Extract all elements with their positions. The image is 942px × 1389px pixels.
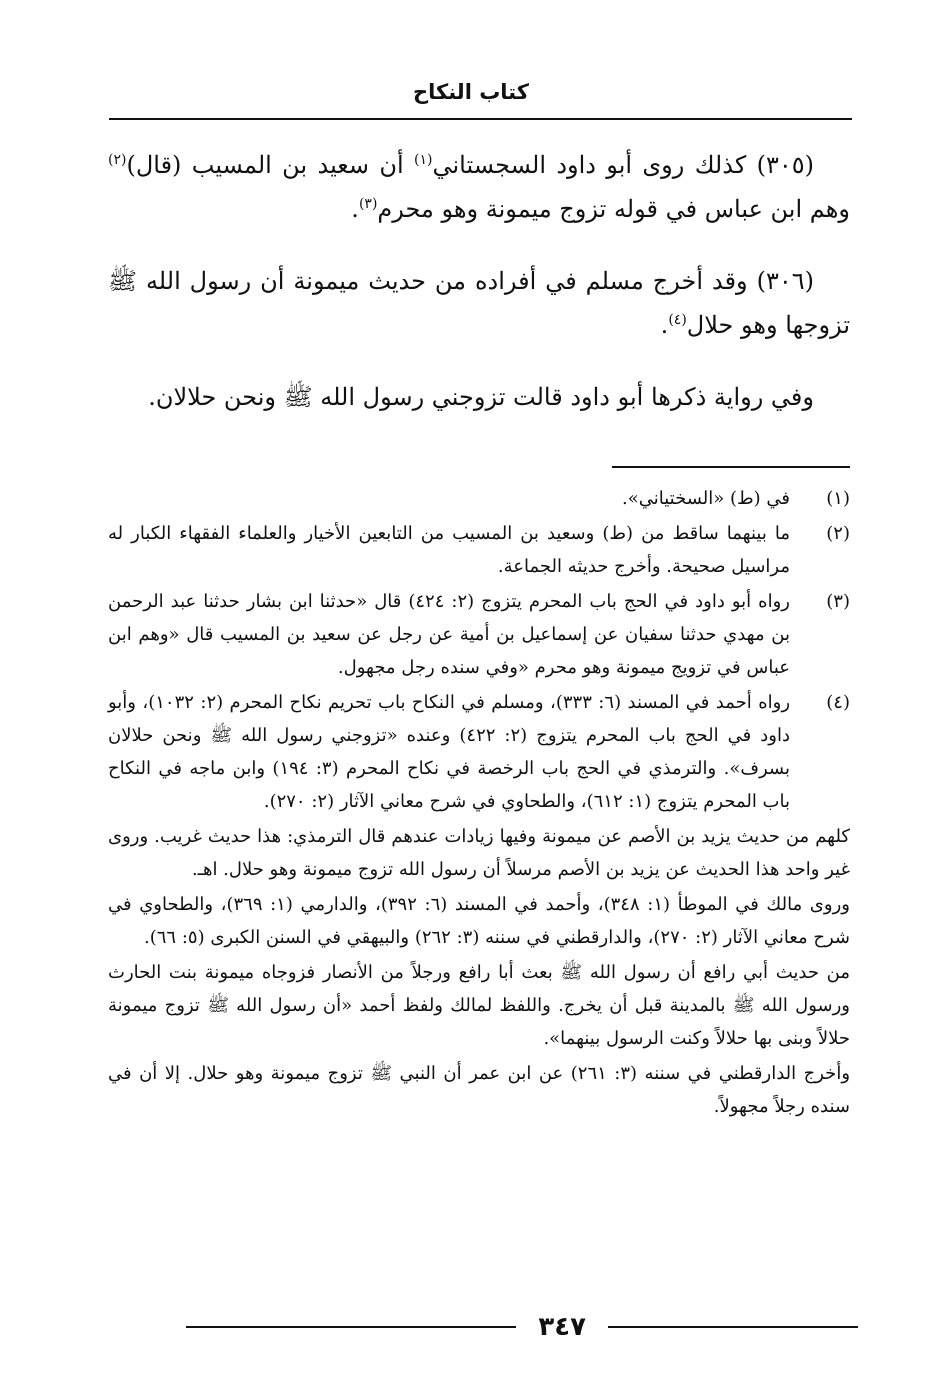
- paragraph-text: (٣٠٥) كذلك روى أبو داود السجستاني: [432, 151, 815, 179]
- paragraph-306: [108, 259, 850, 347]
- main-text: [108, 143, 850, 447]
- footnote-item: [108, 482, 850, 515]
- footnote-item: [108, 585, 850, 684]
- page-number: ٣٤٧: [538, 1312, 586, 1342]
- paragraph-riwaya: [108, 375, 850, 419]
- paragraph-305: [108, 143, 850, 231]
- footnote-item: [108, 686, 850, 818]
- footnote-separator: [612, 466, 850, 468]
- footnote-continuation: وأخرج الدارقطني في سننه (٣: ٢٦١) عن ابن عمر أن النبي ﷺ تزوج ميمونة وهو حلال. إلا أن في سنده رجلاً مجهولاً.: [108, 1063, 851, 1117]
- footnote-continuation: من حديث أبي رافع أن رسول الله ﷺ بعث أبا رافع ورجلاً من الأنصار فزوجاه ميمونة بنت الحارث ورسول الله ﷺ بالمدينة قبل أن يخرج. واللفظ لمالك ولفظ أحمد «أن رسول الله ﷺ تزوج ميمونة حلالاً وبنى بها حلالاً وكنت الرسول بينهما».: [108, 962, 850, 1049]
- paragraph-text: وفي رواية ذكرها أبو داود قالت تزوجني رسول الله ﷺ ونحن حلالان.: [148, 383, 814, 411]
- paragraph-text: وهم ابن عباس في قوله تزوج ميمونة وهو محرم: [377, 195, 850, 223]
- paragraph-text: أن سعيد بن المسيب (قال): [126, 151, 414, 179]
- footnote-number: (٢): [826, 523, 850, 544]
- header-rule: [109, 118, 852, 120]
- footer-rule-right: [608, 1326, 858, 1328]
- paragraph-text: .: [660, 311, 669, 339]
- footnote-ref[interactable]: (٢): [108, 152, 127, 168]
- page-footer: [118, 1312, 858, 1342]
- footnote-text: رواه أبو داود في الحج باب المحرم يتزوج (٢: ٤٢٤) قال «حدثنا ابن بشار حدثنا عبد الرحمن بن مهدي حدثنا سفيان عن إسماعيل بن أمية عن رجل عن سعيد بن المسيب قال «وهم ابن عباس في تزويج ميمونة وهو محرم «وفي سنده رجل مجهول.: [108, 591, 790, 678]
- paragraph-text: .: [351, 195, 359, 223]
- footnote-text: في (ط) «السختياني».: [621, 488, 790, 509]
- footnote-continuation: وروى مالك في الموطأ (١: ٣٤٨)، وأحمد في المسند (٦: ٣٩٢)، والدارمي (١: ٣٦٩)، والطحاوي في شرح معاني الآثار (٢: ٢٧٠)، والدارقطني في سننه (٣: ٢٦٢) والبيهقي في السنن الكبرى (٥: ٦٦).: [108, 894, 850, 948]
- footnote-continuation: كلهم من حديث يزيد بن الأصم عن ميمونة وفيها زيادات عندهم قال الترمذي: هذا حديث غريب. وروى غير واحد هذا الحديث عن يزيد بن الأصم مرسلاً أن رسول الله تزوج ميمونة وهو حلال. اهـ.: [108, 826, 850, 880]
- footnote-number: (٣): [826, 591, 850, 612]
- footnote-text: رواه أحمد في المسند (٦: ٣٣٣)، ومسلم في النكاح باب تحريم نكاح المحرم (٢: ١٠٣٢)، وأبو داود في الحج باب المحرم يتزوج (٢: ٤٢٢) وعنده «تزوجني رسول الله ﷺ ونحن حلالان بسرف». والترمذي في الحج باب الرخصة في نكاح المحرم (٣: ١٩٤) وابن ماجه في النكاح باب المحرم يتزوج (١: ٦١٢)، والطحاوي في شرح معاني الآثار (٢: ٢٧٠).: [108, 692, 791, 812]
- footnote-ref[interactable]: (٣): [358, 196, 378, 212]
- paragraph-text: (٣٠٦) وقد أخرج مسلم في أفراده من حديث ميمونة أن رسول الله ﷺ تزوجها وهو حلال: [108, 267, 850, 339]
- running-header-title: كتاب النكاح: [413, 80, 529, 104]
- footnote-text: ما بينهما ساقط من (ط) وسعيد بن المسيب من التابعين الأخيار والعلماء الفقهاء الكبار له مراسيل صحيحة. وأخرج حديثه الجماعة.: [108, 523, 790, 577]
- footnote-number: (٤): [826, 692, 850, 713]
- footnote-ref[interactable]: (١): [413, 152, 433, 168]
- footnote-ref[interactable]: (٤): [668, 312, 687, 328]
- footnotes: [108, 482, 850, 1125]
- footnote-item: [108, 517, 850, 583]
- footer-rule-left: [186, 1326, 516, 1328]
- footnote-number: (١): [826, 488, 850, 509]
